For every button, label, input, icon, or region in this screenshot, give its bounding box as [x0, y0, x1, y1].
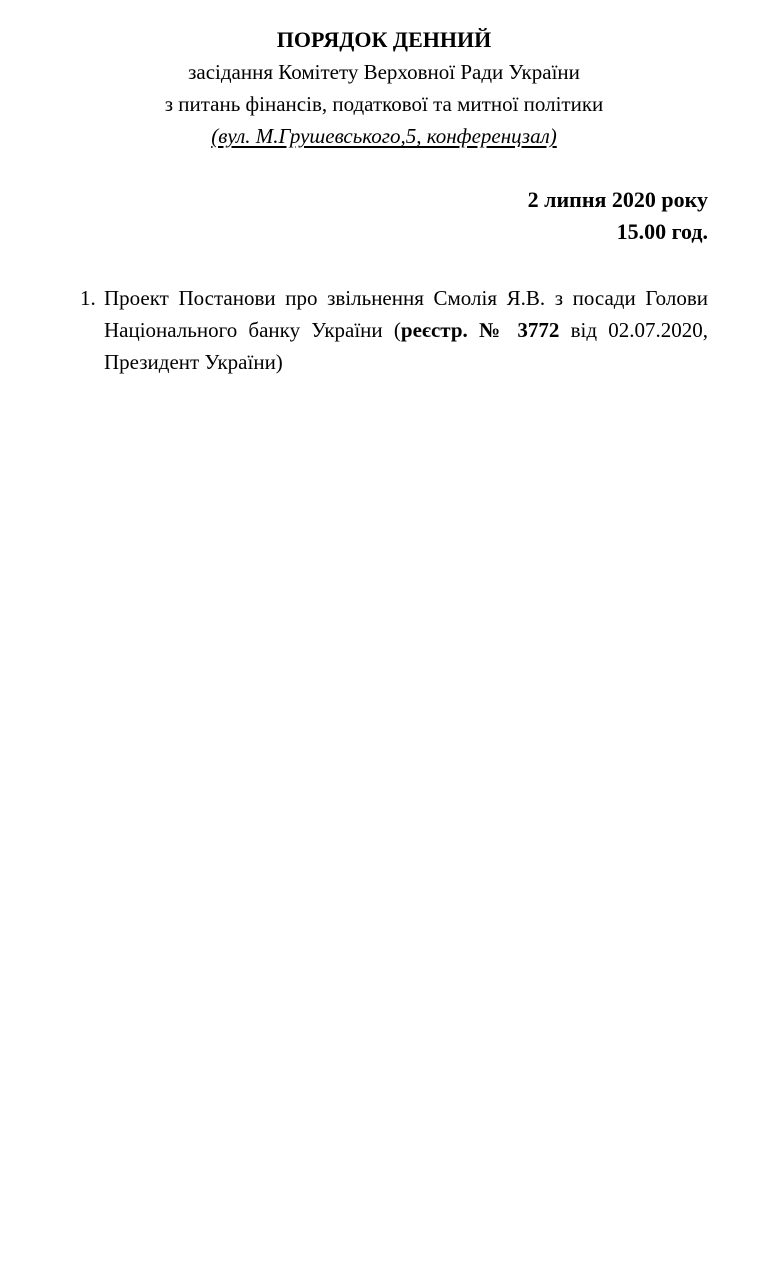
meeting-time: 15.00 год. [616, 219, 708, 244]
registration-number: реєстр. № 3772 [400, 318, 560, 342]
agenda-item-text-end: від 02.07.2020, Президент України) [104, 318, 708, 374]
document-title: ПОРЯДОК ДЕННИЙ [276, 27, 492, 52]
committee-name-line1: засідання Комітету Верховної Ради України [188, 60, 580, 84]
meeting-datetime [528, 184, 708, 248]
meeting-date: 2 липня 2020 року [527, 187, 708, 212]
agenda-item-text: Проект Постанови про звільнення Смолія Я.В. з посади Голови Національного банку України ( [104, 286, 708, 342]
agenda-item-number: 1. [80, 286, 96, 310]
document-header [60, 24, 708, 152]
agenda-item [80, 282, 708, 378]
agenda-list [80, 282, 708, 378]
meeting-location: (вул. М.Грушевського,5, конференцзал) [211, 124, 557, 148]
committee-name-line2: з питань фінансів, податкової та митної політики [164, 92, 604, 116]
